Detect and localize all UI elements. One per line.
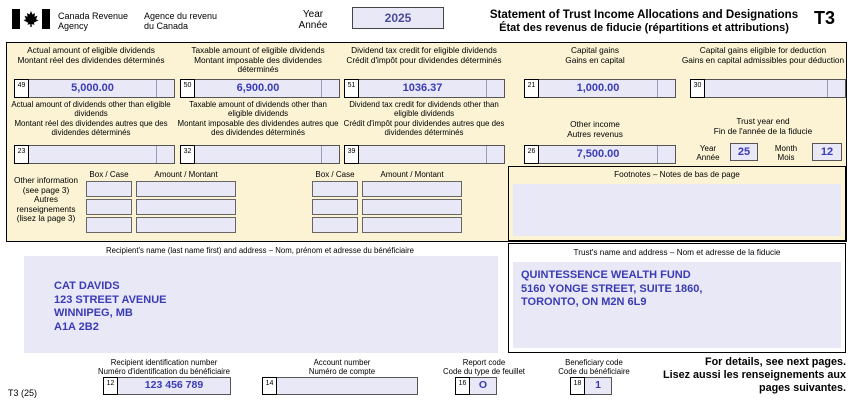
- form-version: T3 (25): [8, 388, 38, 398]
- year-end-year-label: [690, 144, 726, 162]
- trust-header: Trust's name and address – Nom et adresse de la fiducie: [573, 248, 781, 257]
- box-50-field: [180, 79, 340, 98]
- box-30-number: 30: [690, 79, 705, 98]
- other-info-amount-header-2: Amount / Montant: [380, 170, 444, 179]
- recipient-city-line: WINNIPEG, MB: [54, 307, 133, 319]
- box-51-value: 1036.37: [402, 82, 443, 94]
- other-info-amount-field-6[interactable]: [362, 217, 462, 233]
- account-number-label: [258, 358, 426, 376]
- other-info-box-field-2[interactable]: [86, 199, 132, 215]
- box-32-value: [195, 146, 321, 163]
- footnotes-title: Footnotes – Notes de bas de page: [614, 170, 740, 179]
- other-info-box-header-2: Box / Case: [315, 170, 355, 179]
- other-info-box-field-5[interactable]: [312, 199, 358, 215]
- trust-address-field[interactable]: [513, 262, 841, 348]
- other-info-box-field-1[interactable]: [86, 181, 132, 197]
- trust-address-line: 5160 YONGE STREET, SUITE 1860,: [521, 282, 703, 295]
- label-en: Dividend tax credit for dividends other than eligible dividends: [349, 100, 499, 119]
- box-26-amount-input[interactable]: [539, 145, 676, 164]
- label-en: Month: [774, 144, 798, 153]
- box-12-number: 12: [103, 377, 118, 395]
- box-49-amount-input[interactable]: [29, 79, 175, 98]
- beneficiary-code-input[interactable]: [585, 377, 612, 395]
- year-label-fr: Année: [298, 20, 328, 31]
- trust-year-end-label: [680, 117, 846, 136]
- box-21-value: 1,000.00: [576, 82, 620, 94]
- box-21-number: 21: [524, 79, 539, 98]
- box-51-field: [344, 79, 505, 98]
- box-32-label: [176, 100, 340, 137]
- label-en: Taxable amount of dividends other than eligible dividends: [189, 100, 327, 119]
- label-fr: Année: [696, 153, 720, 162]
- trust-city-line: TORONTO, ON M2N 6L9: [521, 296, 647, 308]
- label-en: Trust year end: [736, 116, 790, 126]
- beneficiary-code-value: 1: [595, 379, 601, 391]
- agency-name-fr: [144, 11, 217, 31]
- label-en: Dividend tax credit for eligible dividends: [351, 45, 497, 55]
- label-en: Taxable amount of eligible dividends: [191, 45, 325, 55]
- cents-divider: [657, 80, 675, 97]
- box-49-number: 49: [14, 79, 29, 98]
- year-end-month-field[interactable]: [812, 143, 842, 161]
- box-39-value: [359, 146, 486, 163]
- box-16-number: 16: [455, 377, 470, 395]
- box-30-label: [680, 46, 846, 65]
- label-fr: Gains en capital: [565, 54, 625, 65]
- report-code-value: O: [478, 379, 488, 391]
- box-49-label: [8, 46, 174, 65]
- cents-divider: [156, 80, 174, 97]
- other-info-box-field-6[interactable]: [312, 217, 358, 233]
- label-en: Capital gains eligible for deduction: [699, 45, 827, 55]
- account-number-input[interactable]: [277, 377, 418, 395]
- recipient-name: CAT DAVIDS: [54, 280, 120, 292]
- footnotes-field[interactable]: [513, 184, 841, 236]
- box-30-amount-input[interactable]: [705, 79, 846, 98]
- recipient-id-label: [78, 358, 250, 376]
- details-note-en: For details, see next pages.: [704, 356, 846, 368]
- recipient-postal-code: A1A 2B2: [54, 320, 99, 333]
- box-30-field: [690, 79, 846, 98]
- cents-divider: [657, 146, 675, 163]
- label-en: Actual amount of dividends other than eligible dividends: [11, 100, 171, 119]
- label-en: Other income: [570, 119, 620, 129]
- box-32-number: 32: [180, 145, 195, 164]
- form-title-en: Statement of Trust Income Allocations and Designations: [489, 9, 799, 21]
- label-fr: Montant imposable des dividendes autres que des dividendes déterminés: [177, 118, 339, 137]
- box-23-field: [14, 145, 175, 164]
- box-32-amount-input[interactable]: [195, 145, 340, 164]
- cents-divider: [827, 80, 845, 97]
- label-en: Actual amount of eligible dividends: [27, 45, 155, 55]
- recipient-id-value: 123 456 789: [144, 379, 204, 391]
- box-51-amount-input[interactable]: [359, 79, 505, 98]
- label-fr: Code du type de feuillet: [443, 367, 525, 377]
- box-30-value: [705, 80, 827, 97]
- beneficiary-code-label: [538, 358, 650, 376]
- label-fr: Mois: [777, 153, 795, 162]
- cents-divider: [486, 146, 504, 163]
- label-en: Year: [699, 144, 717, 153]
- label-fr: Numéro de compte: [308, 367, 376, 377]
- agency-en-line2: Agency: [58, 21, 89, 31]
- label-en: Account number: [313, 358, 371, 367]
- form-title: [478, 9, 810, 34]
- other-info-amount-header-1: Amount / Montant: [154, 170, 218, 179]
- trust-name: QUINTESSENCE WEALTH FUND: [521, 269, 691, 281]
- report-code-input[interactable]: [470, 377, 497, 395]
- box-50-label: [176, 46, 340, 75]
- box-23-number: 23: [14, 145, 29, 164]
- label-en: Report code: [462, 358, 506, 367]
- year-field[interactable]: [352, 7, 444, 29]
- trust-box: [508, 243, 846, 353]
- label-fr: Montant imposable des dividendes déterminés: [194, 54, 322, 75]
- box-26-value: 7,500.00: [576, 148, 620, 160]
- cents-divider: [321, 80, 339, 97]
- year-end-year-field[interactable]: [730, 143, 758, 161]
- other-info-box-field-4[interactable]: [312, 181, 358, 197]
- recipient-address-field[interactable]: [24, 256, 498, 353]
- cents-divider: [156, 146, 174, 163]
- cents-divider: [486, 80, 504, 97]
- other-info-amount-field-5[interactable]: [362, 199, 462, 215]
- label-en: Recipient identification number: [110, 358, 218, 367]
- box-50-number: 50: [180, 79, 195, 98]
- box-39-amount-input[interactable]: [359, 145, 505, 164]
- year-end-year-value: 25: [737, 146, 751, 158]
- canada-flag-icon: [12, 9, 52, 29]
- year-label-en: Year: [302, 9, 324, 20]
- label-en: Other information (see page 3): [13, 175, 79, 195]
- box-50-value: 6,900.00: [236, 82, 280, 94]
- label-fr: Autres revenus: [567, 128, 623, 139]
- account-number-field: [262, 377, 418, 395]
- box-39-label: [340, 100, 508, 137]
- report-code-label: [428, 358, 540, 376]
- box-39-number: 39: [344, 145, 359, 164]
- box-18-number: 18: [570, 377, 585, 395]
- box-26-label: [514, 120, 676, 139]
- recipient-address-line: 123 STREET AVENUE: [54, 293, 167, 306]
- report-code-field: [455, 377, 497, 395]
- other-info-amount-field-1[interactable]: [136, 181, 236, 197]
- box-50-amount-input[interactable]: [195, 79, 340, 98]
- other-info-box-field-3[interactable]: [86, 217, 132, 233]
- details-note: [636, 356, 846, 395]
- beneficiary-code-field: [570, 377, 612, 395]
- form-code: T3: [814, 8, 836, 28]
- box-49-field: [14, 79, 175, 98]
- other-info-label: [8, 176, 84, 224]
- label-fr: Gains en capital admissibles pour déduction: [681, 54, 845, 65]
- box-51-label: [340, 46, 508, 65]
- label-fr: Montant réel des dividendes autres que des dividendes déterminés: [14, 118, 168, 137]
- year-value: 2025: [384, 11, 412, 25]
- account-number-value: [277, 378, 417, 394]
- box-32-field: [180, 145, 340, 164]
- box-21-amount-input[interactable]: [539, 79, 676, 98]
- box-26-number: 26: [524, 145, 539, 164]
- recipient-id-input[interactable]: [118, 377, 231, 395]
- year-end-month-label: [766, 144, 806, 162]
- label-en: Beneficiary code: [565, 358, 623, 367]
- recipient-header: Recipient's name (last name first) and address – Nom, prénom et adresse du bénéficiaire: [106, 246, 414, 255]
- label-fr: Crédit d'impôt pour dividendes autres que des dividendes déterminés: [343, 118, 505, 137]
- box-23-label: [8, 100, 174, 137]
- cents-divider: [321, 146, 339, 163]
- box-26-field: [524, 145, 676, 164]
- agency-name-en: [58, 11, 128, 31]
- label-fr: Code du bénéficiaire: [558, 367, 630, 377]
- other-info-amount-field-3[interactable]: [136, 217, 236, 233]
- footnotes-box: [508, 166, 846, 241]
- box-49-value: 5,000.00: [71, 82, 114, 94]
- label-fr: Crédit d'impôt pour dividendes déterminés: [346, 54, 502, 65]
- box-14-number: 14: [262, 377, 277, 395]
- box-51-number: 51: [344, 79, 359, 98]
- label-en: Capital gains: [571, 45, 619, 55]
- box-23-amount-input[interactable]: [29, 145, 175, 164]
- other-info-box-header-1: Box / Case: [89, 170, 129, 179]
- recipient-id-field: [103, 377, 231, 395]
- box-23-value: [29, 146, 156, 163]
- label-fr: Numéro d'identification du bénéficiaire: [98, 367, 230, 377]
- box-21-field: [524, 79, 676, 98]
- other-info-amount-field-4[interactable]: [362, 181, 462, 197]
- label-fr: Montant réel des dividendes déterminés: [17, 54, 165, 65]
- label-fr: Autres renseignements (lisez la page 3): [16, 194, 76, 224]
- agency-fr-line1: Agence du revenu: [144, 11, 218, 21]
- label-fr: Fin de l'année de la fiducie: [713, 125, 813, 136]
- box-21-label: [514, 46, 676, 65]
- details-note-fr: Lisez aussi les renseignements aux pages suivantes.: [662, 369, 846, 394]
- other-info-amount-field-2[interactable]: [136, 199, 236, 215]
- year-label: [288, 9, 338, 31]
- year-end-month-value: 12: [820, 146, 834, 158]
- box-39-field: [344, 145, 505, 164]
- agency-fr-line2: du Canada: [144, 21, 189, 31]
- agency-en-line1: Canada Revenue: [58, 11, 129, 21]
- form-title-fr: État des revenus de fiducie (répartitions et attributions): [499, 22, 789, 34]
